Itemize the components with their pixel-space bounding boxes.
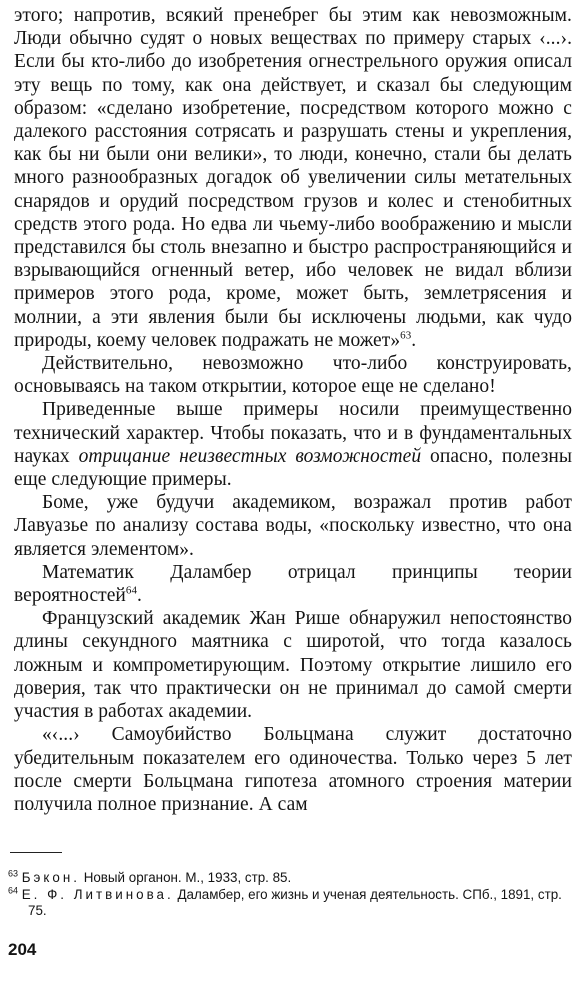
paragraph	[14, 398, 572, 491]
footnote-ref: 63	[400, 329, 412, 342]
paragraph	[14, 561, 572, 607]
page-number: 204	[8, 940, 37, 959]
paragraph-text: Французский академик Жан Рише обнаружил непостоянство длины секундного маятника с широтой, что тогда казалось ложным и компрометирующим. Поэтому открытие лишило его доверия, так что практически он не принимал до самой смерти участия в работах академии.	[14, 608, 572, 723]
paragraph-text: Приведенные выше примеры носили преимущественно технический характер. Чтобы показать, что и в фундаментальных науках	[14, 399, 572, 467]
footnote-author: Е. Ф. Литвинова.	[21, 886, 174, 902]
paragraph-text: Действительно, невозможно что-либо конструировать, основываясь на таком открытии, которое еще не сделано!	[14, 353, 572, 398]
footnote-number: 63	[8, 868, 19, 879]
footnote-text: Даламбер, его жизнь и ученая деятельность. СПб., 1891, стр. 75.	[28, 886, 562, 918]
paragraph	[14, 4, 572, 352]
footnote-number: 64	[8, 885, 19, 896]
footnote-author: Бэкон.	[21, 870, 80, 885]
paragraph-text: этого; напротив, всякий пренебрег бы этим как невозможным. Люди обычно судят о новых веществах по примеру старых ‹...›. Если бы кто-либо до изобретения огнестрельного оружия описал эту вещь по тому, как она действует, и сказал бы следующим образом: «сделано изобретение, посредством которого можно с далекого расстояния сотрясать и разрушать стены и укрепления, как бы ни были они велики», то люди, конечно, стали бы делать много разнообразных догадок об увеличении силы метательных снарядов и орудий посредством грузов и колес и стенобитных средств этого рода. Но едва ли чьему-либо воображению и мысли представился бы столь внезапно и быстро распространяющийся и взрывающийся огненный ветер, ибо человек не видал вблизи примеров этого рода, кроме, может быть, землетрясения и молнии, а эти явления были бы исключены людьми, как чудо природы, коему человек подражать не может»	[14, 5, 572, 351]
paragraph	[14, 491, 572, 561]
footnote-ref: 64	[125, 584, 138, 597]
paragraph-tail: .	[137, 585, 142, 607]
paragraph	[14, 352, 572, 398]
footnote-divider	[10, 852, 62, 853]
footnote	[8, 887, 574, 920]
paragraph-text: Математик Даламбер отрицал принципы теории вероятностей	[14, 561, 572, 607]
body-text	[14, 4, 572, 816]
footnote-text: Новый органон. М., 1933, стр. 85.	[83, 870, 292, 885]
paragraph-text: «‹...› Самоубийство Больцмана служит достаточно убедительным показателем его одиночества. Только через 5 лет после смерти Больцмана гипотеза атомного строения материи получила полное признание. А сам	[14, 724, 572, 815]
emphasis-text: отрицание неизвестных возможностей	[78, 445, 422, 467]
paragraph-tail: опасно, полезны еще следующие примеры.	[14, 445, 572, 491]
paragraph	[14, 723, 572, 816]
paragraph	[14, 607, 572, 723]
footnote	[8, 870, 574, 887]
footnotes	[8, 870, 574, 920]
paragraph-tail: .	[411, 329, 417, 351]
paragraph-text: Боме, уже будучи академиком, возражал против работ Лавуазье по анализу состава воды, «поскольку известно, что она является элементом».	[14, 492, 572, 560]
